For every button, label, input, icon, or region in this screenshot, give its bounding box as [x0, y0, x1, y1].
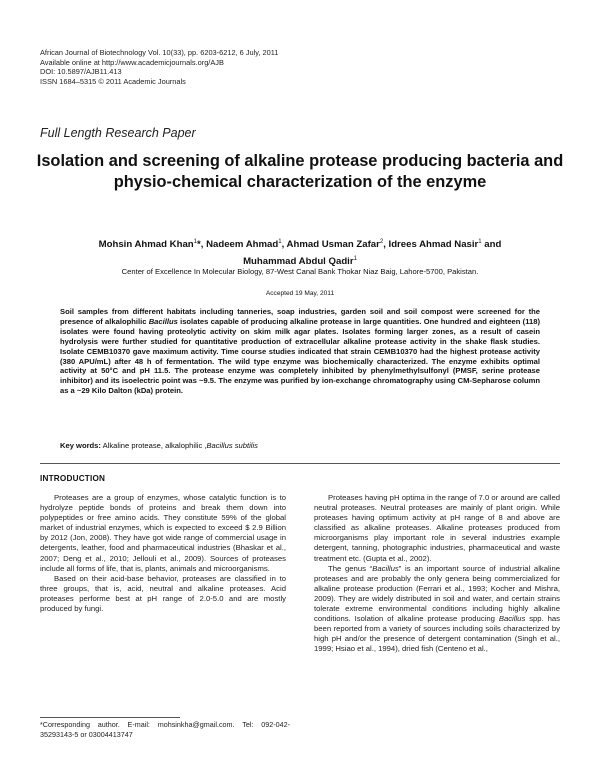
paper-title: Isolation and screening of alkaline protease producing bacteria and physio-chemical characterization of the enzyme [36, 152, 564, 191]
issn: ISSN 1684–5315 © 2011 Academic Journals [40, 76, 186, 86]
genus-name: Bacillus [372, 563, 399, 573]
accepted-date: Accepted 19 May, 2011 [265, 290, 335, 297]
left-column [40, 493, 286, 614]
paragraph [314, 564, 560, 655]
online-availability: Available online at http://www.academicjournals.org/AJB [40, 57, 224, 67]
paragraph: Proteases having pH optima in the range of 7.0 or around are called neutral proteases. Neutral proteases are mainly of plant origin. While proteases having optimum activity at pH range of 8 and above are classified as alkaline proteases. Alkaline proteases produced from microorganisms play important role in several industries example detergent, tanning, photographic industries, pharmaceutical and waste treatment etc. (Gupta et al., 2002). [314, 493, 560, 563]
section-divider [40, 463, 560, 464]
author-name: Muhammad Abdul Qadir [243, 256, 354, 268]
affil-sup: 1 [353, 256, 357, 263]
affil-sup: 1 [478, 239, 482, 245]
paragraph-text: The genus “ [328, 563, 373, 573]
journal-header [40, 48, 278, 86]
author-conjunction: and [481, 239, 502, 251]
right-column [314, 493, 560, 655]
author-list [30, 235, 570, 269]
footnote-divider [40, 717, 180, 718]
abstract [60, 307, 540, 396]
author-name: , Nadeem Ahmad [200, 239, 279, 251]
abstract-text: Soil samples from different habitats including tanneries, soap industries, garden soil and soil compost were screened for the presence of alkalophilic [60, 307, 540, 326]
keywords [60, 441, 540, 450]
author-name: , Ahmad Usman Zafar [281, 239, 380, 251]
affil-sup: 1 [278, 239, 282, 245]
paragraph-text: spp. has been reported from a variety of sources including soils characterized by high pH and/or the presence of detergent contamination (Singh et al., 1999; Hsiao et al., 1994), dried fish (Centeno et al., [314, 614, 560, 654]
doi: DOI: 10.5897/AJB11.413 [40, 67, 122, 77]
author-name: , Idrees Ahmad Nasir [383, 239, 479, 251]
corresponding-mark: * [197, 239, 201, 251]
genus-name: Bacillus [498, 614, 526, 624]
abstract-genus: Bacillus [148, 316, 178, 326]
affil-sup: 2 [379, 239, 384, 245]
paragraph-text: ” is an important source of industrial alkaline proteases and are probably the only genera being commercialized for alkaline protease production (Ferrari et al., 1993; Kocher and Mishra, 2009). They are widely distributed in soil and water, and certain strains tolerate extreme environmental conditions including highly alkaline conditions. Isolation of alkaline protease producing [314, 563, 560, 624]
affiliation: Center of Excellence In Molecular Biology, 87-West Canal Bank Thokar Niaz Baig, Lahore-5700, Pakistan. [121, 267, 479, 276]
paper-type: Full Length Research Paper [40, 126, 196, 140]
abstract-text: isolates capable of producing alkaline protease in large quantities. One hundred and eighteen (118) isolates were found having proteolytic activity on skim milk agar plates. Isolates forming larger zones, as a result of casein hydrolysis were further studied for quantitative production of extracellular alkaline protease activity in the shake flask studies. Isolate CEMB10370 gave maximum activity. Time course studies indicated that strain CEMB10370 had the highest protease activity (380 APU/mL) after 48 h of fermentation. The wild type enzyme was biochemically characterized. The enzyme exhibits optimal activity at 50°C and pH 11.5. The protease enzyme was completely inhibited by phenylmethylsulfonyl (PMSF, serine protease inhibitor) and its isoelectric point was ~9.5. The enzyme was purified by ion-exchange chromatography using CM-Sepharose column as a ~29 Kilo Dalton (kDa) protein. [60, 316, 540, 396]
keywords-label: Key words: [60, 441, 101, 450]
corresponding-author-footnote: *Corresponding author. E-mail: mohsinkha@gmail.com. Tel: 092-042-35293143-5 or 03004413747 [40, 720, 290, 739]
author-name: Mohsin Ahmad Khan [98, 239, 194, 251]
affil-sup: 1 [193, 239, 198, 245]
journal-citation: African Journal of Biotechnology Vol. 10(33), pp. 6203-6212, 6 July, 2011 [40, 48, 279, 57]
paragraph: Based on their acid-base behavior, proteases are classified in to three groups, that is, acid, neutral and alkaline proteases. Acid proteases performe best at pH range of 2.0-5.0 and are mostly produced by fungi. [40, 573, 286, 614]
section-heading-introduction: INTRODUCTION [40, 474, 106, 483]
keywords-text: Alkaline protease, alkalophilic , [100, 441, 207, 450]
keywords-species: Bacillus subtilis [206, 441, 258, 450]
paragraph: Proteases are a group of enzymes, whose catalytic function is to hydrolyze peptide bonds of proteins and break them down into polypeptides or free amino acids. They constitute 59% of the global market of industrial enzymes, which is expected to exceed $ 2.9 Billion by 2012 (Jon, 2008). They have got wide range of commercial usage in detergents, leather, food and pharmaceutical industries (Bhaskar et al., 2007; Deng et al., 2010; Jellouli et al., 2009). Sources of proteases include all forms of life, that is, plants, animals and microorganisms. [40, 493, 286, 573]
